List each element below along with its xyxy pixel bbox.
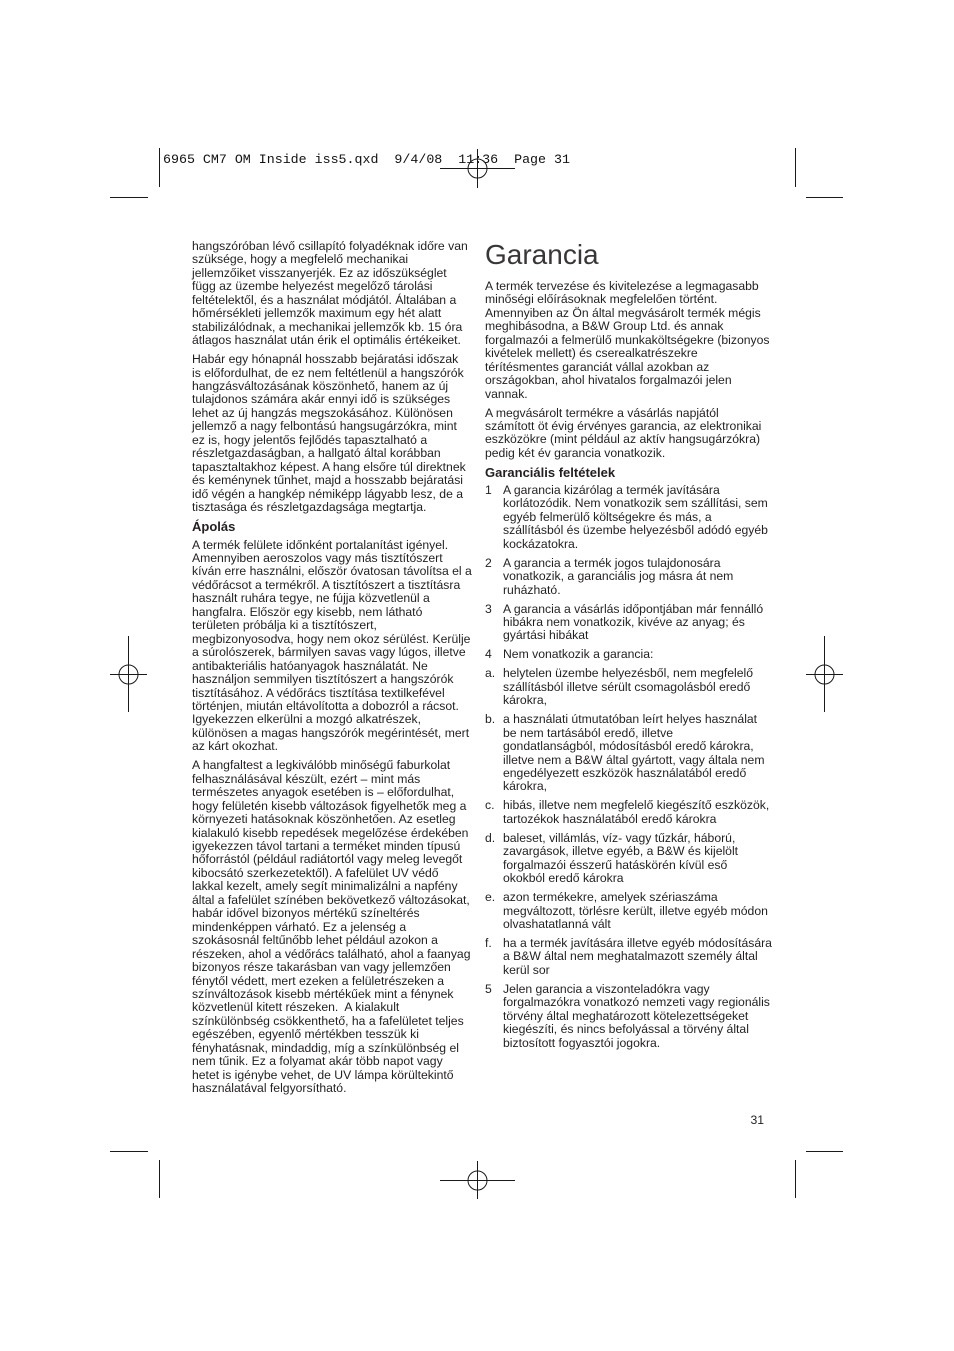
- condition-text: azon termékekre, amelyek szériaszáma megváltozott, törlésre került, illetve egyéb módon olvashatatlanná vált: [503, 890, 768, 932]
- condition-marker: 3: [485, 601, 492, 616]
- condition-item: [485, 667, 785, 707]
- condition-marker: 4: [485, 647, 492, 662]
- condition-text: Jelen garancia a viszonteladókra vagy forgalmazókra vonatkozó nemzeti vagy regionális törvény által meghatározott kötelezettségeket kiegészíti, és nincs befolyással a törvény által biztosított fogyasztói jogokra.: [503, 981, 770, 1050]
- crop-mark-bottom-right: [796, 1152, 844, 1199]
- crop-mark-top-left: [110, 148, 160, 198]
- condition-text: A garancia a termék jogos tulajdonosára vonatkozik, a garanciális jog másra át nem ruházható.: [503, 555, 734, 597]
- print-slug: 6965 CM7 OM Inside iss5.qxd 9/4/08 11:36 Page 31: [163, 152, 570, 167]
- condition-item: [485, 713, 785, 794]
- right-column: [485, 241, 785, 1055]
- condition-text: a használati útmutatóban leírt helyes használat be nem tartásából eredő, illetve gondatlanságból, módosításból eredő károkra, illetve nem a B&W által gyártott, vagy általa nem engedélyezett eszközök használatából eredő károkra,: [503, 712, 765, 794]
- left-column: [192, 240, 492, 1101]
- condition-item: [485, 484, 785, 551]
- condition-item: [485, 891, 785, 931]
- warranty-paragraph: A megvásárolt termékre a vásárlás napjától számított öt évig érvényes garancia, az elektronikai eszközökre (mint például az aktív hangsugárzókra) pedig két év garancia vonatkozik.: [485, 405, 762, 460]
- warranty-title: Garancia: [485, 239, 599, 271]
- crop-mark-bottom-left: [110, 1152, 160, 1199]
- care-paragraph: A hangfaltest a legkiválóbb minőségű faburkolat felhasználásával készült, ezért – mint más természetes anyagok esetében is – előfordulhat, hogy felületén kisebb változások figyelhetők meg a környezeti hatásoknak köszönhetően. Az esetleg kialakuló kisebb repedések megelőzése érdekében igyekezzen távol tartani a terméket minden típusú hőforrástól (például radiátortól vagy meleg levegőt kibocsátó szerkezetektől). A fafelület UV védő lakkal kezelt, amely segít minimalizálni a napfény által a fafelület színében bekövetkező változásokat, habár idővel bizonyos mértékű színeltérés mindenképpen várható. Ez a jelenség a szokásosnál feltűnőbb lehet például azokon a részeken, ahol a védőrács található, ahol a faanyag bizonyos része takarásban van vagy jellemzően fénytől védett, mert ezeken a felületrészeken a színváltozások kisebb mértékűek mint a fénynek közvetlenül kitett részeken. A kialakult színkülönbség csökkenthető, ha a fafelületet teljes egészében, egyenlő mértékben tesszük ki fényhatásnak, mindaddig, míg a színkülönbség el nem tűnik. Ez a folyamat akár több napot vagy hetet is igénybe vehet, de UV lámpa körültekintő használatával felgyorsítható.: [192, 758, 471, 1096]
- condition-item: [485, 937, 785, 977]
- conditions-list: [485, 484, 785, 1050]
- condition-text: Nem vonatkozik a garancia:: [503, 647, 654, 662]
- condition-item: [485, 603, 785, 643]
- registration-mark-right: [806, 636, 843, 712]
- condition-text: baleset, villámlás, víz- vagy tűzkár, háború, zavargások, illetve egyéb, a B&W és kijelölt forgalmazói ésszerű hatáskörén kívül eső okokból eredő károkra: [503, 830, 739, 886]
- condition-marker: a.: [485, 666, 496, 681]
- condition-text: A garancia kizárólag a termék javítására korlátozódik. Nem vonatkozik sem szállítási, sem egyéb felmerülő költségekre és más, a szállításból és üzembe helyezésből adódó egyéb kockázatokra.: [503, 482, 768, 551]
- care-heading: Ápolás: [192, 519, 236, 535]
- condition-text: ha a termék javítására illetve egyéb módosítására a B&W által nem meghatalmazott személy által kerül sor: [503, 935, 772, 977]
- body-paragraph: Habár egy hónapnál hosszabb bejáratási időszak is előfordulhat, de ez nem feltétlenül a hangszórók hangzásváltozásának köszönhető, hanem az új tulajdonos számára akár ennyi idő is szükséges lehet az új hangzás megszokásához. Különösen jellemző a nagy felbontású hangsugárzókra, mint ez is, hogy jelentős fejlődés tapasztalható a részletgazdaságban, a hallgató által korábban tapasztaltakhoz képest. A hang elsőre túl direktnek és keménynek tűnhet, majd a hosszabb bejáratási idő végén a hangkép némiképp lágyabb lesz, de a tisztasága és részletgazdagsága megtartja.: [192, 352, 466, 515]
- conditions-heading: Garanciális feltételek: [485, 464, 616, 480]
- condition-marker: 2: [485, 555, 492, 570]
- condition-item: [485, 832, 785, 886]
- condition-marker: c.: [485, 798, 495, 813]
- page-number: 31: [750, 1113, 764, 1127]
- condition-text: hibás, illetve nem megfelelő kiegészítő eszközök, tartozékok használatából eredő károkra: [503, 798, 770, 826]
- crop-mark-top-right: [796, 148, 844, 198]
- body-paragraph: hangszóróban lévő csillapító folyadéknak időre van szüksége, hogy a megfelelő mechanikai jellemzőiket visszanyerjék. Ez az időszükséglet függ az üzembe helyezést megelőző tárolási feltételektől, és a használat módjától. Általában a hőmérsékleti jellemzők maximum egy hét alatt stabilizálódnak, a mechanikai jellemzők kb. 15 óra átlagos használat után érik el optimális értékeiket.: [192, 239, 468, 348]
- registration-mark-left: [110, 636, 147, 712]
- condition-item: [485, 983, 785, 1050]
- warranty-paragraph: A termék tervezése és kivitelezése a legmagasabb minőségi előírásoknak megfelelően történt. Amennyiben az Ön által megvásárolt termék mégis meghibásodna, a B&W Group Ltd. és annak forgalmazói a felmerülő munkaköltségekre (bizonyos kivételek mellett) és cserealkatrészekre térítésmentes garanciát vállal azokban az országokban, ahol hivatalos forgalmazói jelen vannak.: [485, 278, 770, 401]
- condition-marker: 5: [485, 981, 492, 996]
- condition-marker: b.: [485, 712, 496, 727]
- condition-item: [485, 799, 785, 826]
- condition-text: A garancia a vásárlás időpontjában már fennálló hibákra nem vonatkozik, kivéve az anyag; és gyártási hibákat: [503, 601, 764, 643]
- condition-item: [485, 557, 785, 597]
- condition-marker: e.: [485, 890, 496, 905]
- condition-marker: d.: [485, 830, 496, 845]
- condition-text: helytelen üzembe helyezésből, nem megfelelő szállításból illetve sérült csomagolásból eredő károkra,: [503, 666, 753, 708]
- care-paragraph: A termék felülete időnként portalanítást igényel. Amennyiben aeroszolos vagy más tisztítószert kíván erre használni, először óvatosan távolítsa el a védőrácsot a termékről. A tisztítószert a tisztításra használt ruhára tegye, ne fújja közvetlenül a hangfalra. Először egy kisebb, nem látható területen próbálja ki a tisztítószert, megbizonyosodva, hogy nem okoz sérülést. Kerülje a súrolószerek, bármilyen savas vagy lúgos, illetve antibakteriális hatóanyagok használatát. Ne használjon semmilyen tisztítószert a hangszórók tisztításához. A védőrács tisztítása textilkefével történjen, miután eltávolította a dobozról a rácsot. Igyekezzen elkerülni a mozgó alkatrészek, különösen a magas hangszórók megérintését, mert az kárt okozhat.: [192, 537, 472, 754]
- condition-item: [485, 648, 785, 661]
- condition-marker: 1: [485, 482, 492, 497]
- condition-marker: f.: [485, 935, 492, 950]
- registration-mark-bottom: [440, 1161, 515, 1199]
